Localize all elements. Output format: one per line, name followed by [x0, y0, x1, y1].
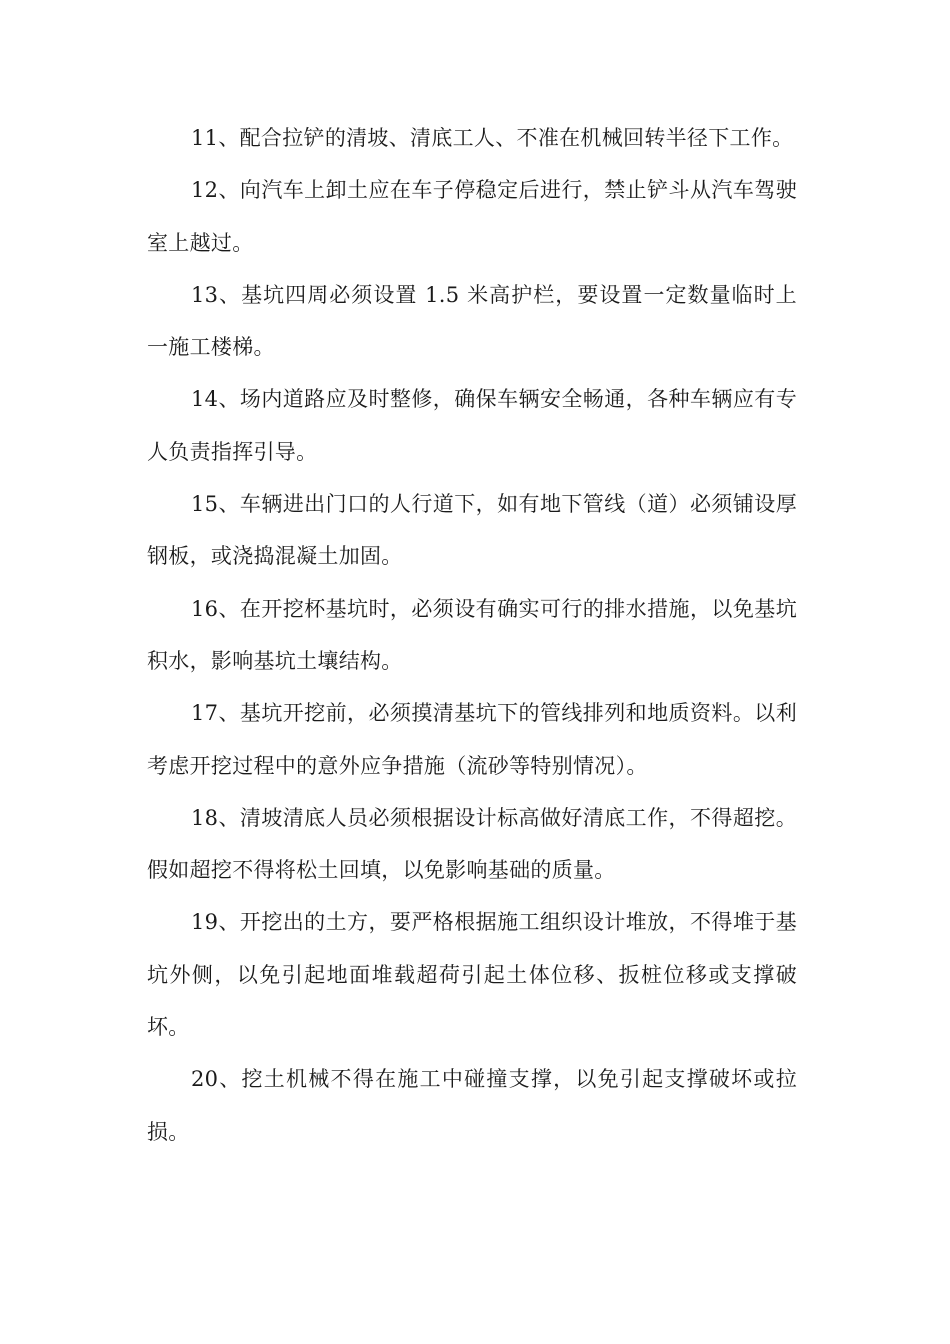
- paragraph-item-13: 13、基坑四周必须设置 1.5 米高护栏，要设置一定数量临时上一施工楼梯。: [147, 282, 797, 360]
- paragraph-item-14: 14、场内道路应及时整修，确保车辆安全畅通，各种车辆应有专人负责指挥引导。: [147, 387, 797, 464]
- paragraph-item-19: 19、开挖出的土方，要严格根据施工组织设计堆放，不得堆于基坑外侧，以免引起地面堆载超荷引起土体位移、扳桩位移或支撑破坏。: [147, 910, 797, 1040]
- paragraph-item-18: 18、清坡清底人员必须根据设计标高做好清底工作，不得超挖。假如超挖不得将松土回填，以免影响基础的质量。: [147, 805, 797, 883]
- paragraph-item-11: 11、配合拉铲的清坡、清底工人、不准在机械回转半径下工作。: [191, 126, 794, 150]
- document-body: [147, 112, 797, 1158]
- paragraph-item-20: 20、挖土机械不得在施工中碰撞支撑，以免引起支撑破坏或拉损。: [147, 1067, 797, 1144]
- paragraph-item-15: 15、车辆进出门口的人行道下，如有地下管线（道）必须铺设厚钢板，或浇捣混凝土加固。: [147, 492, 797, 569]
- paragraph-item-12: 12、向汽车上卸土应在车子停稳定后进行，禁止铲斗从汽车驾驶室上越过。: [147, 178, 797, 255]
- paragraph-item-16: 16、在开挖杯基坑时，必须设有确实可行的排水措施，以免基坑积水，影响基坑土壤结构。: [147, 596, 797, 673]
- paragraph-item-17: 17、基坑开挖前，必须摸清基坑下的管线排列和地质资料。以利考虑开挖过程中的意外应争措施（流砂等特别情况）。: [147, 701, 797, 778]
